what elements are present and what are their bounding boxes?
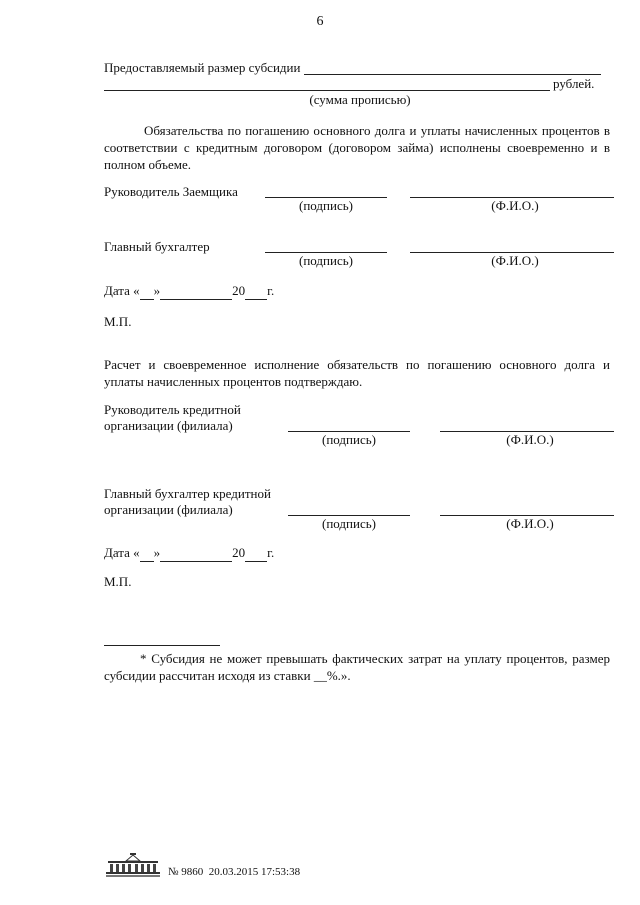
borrower-head-label: Руководитель Заемщика xyxy=(104,184,238,199)
subsidy-words-line xyxy=(104,90,550,91)
date-suffix: г. xyxy=(267,283,275,298)
borrower-accountant-name-caption: (Ф.И.О.) xyxy=(491,253,539,268)
date-day-blank xyxy=(140,545,154,562)
bank-date xyxy=(104,545,274,562)
bank-accountant-label-line1: Главный бухгалтер кредитной xyxy=(104,486,271,501)
date-suffix: г. xyxy=(267,545,275,560)
date-month-blank xyxy=(160,545,232,562)
borrower-accountant-label: Главный бухгалтер xyxy=(104,239,210,254)
confirmation-paragraph: Расчет и своевременное исполнение обязательств по погашению основного долга и уплаты начисленных процентов подтверждаю. xyxy=(104,357,610,389)
date-year: 20 xyxy=(232,283,246,298)
footnote: * Субсидия не может превышать фактических затрат на уплату процентов, размер субсидии рассчитан исходя из ставки __%.». xyxy=(104,651,610,683)
date-day-blank xyxy=(140,283,154,300)
borrower-date xyxy=(104,283,274,300)
borrower-stamp: М.П. xyxy=(104,314,132,329)
bank-accountant-label-line2: организации (филиала) xyxy=(104,502,233,517)
date-prefix: Дата « xyxy=(104,283,140,298)
date-year-blank xyxy=(245,283,267,300)
date-mid: » xyxy=(153,545,161,560)
bank-accountant-name-caption: (Ф.И.О.) xyxy=(506,516,554,531)
bank-head-label-line1: Руководитель кредитной xyxy=(104,402,241,417)
subsidy-currency: рублей. xyxy=(553,76,595,91)
footnote-separator xyxy=(104,645,220,646)
borrower-head-name-caption: (Ф.И.О.) xyxy=(491,198,539,213)
footer-timestamp: 20.03.2015 17:53:38 xyxy=(208,866,301,878)
bank-head-name-caption: (Ф.И.О.) xyxy=(506,432,554,447)
subsidy-label: Предоставляемый размер субсидии xyxy=(104,60,301,75)
obligations-paragraph: Обязательства по погашению основного долга и уплаты начисленных процентов в соответствии с кредитным договором (договором займа) исполнены своевременно и в полном объеме. xyxy=(104,123,610,172)
page-number: 6 xyxy=(316,14,324,29)
date-year-blank xyxy=(245,545,267,562)
borrower-head-signature-caption: (подпись) xyxy=(299,198,353,213)
subsidy-caption: (сумма прописью) xyxy=(309,92,411,107)
date-prefix: Дата « xyxy=(104,545,140,560)
registry-building-icon xyxy=(104,852,162,878)
footer-doc-number: № 9860 xyxy=(168,866,204,878)
date-month-blank xyxy=(160,283,232,300)
footer-registration xyxy=(168,866,300,878)
bank-accountant-signature-caption: (подпись) xyxy=(322,516,376,531)
subsidy-amount-line xyxy=(304,74,601,75)
date-mid: » xyxy=(153,283,161,298)
bank-head-label-line2: организации (филиала) xyxy=(104,418,233,433)
bank-head-signature-caption: (подпись) xyxy=(322,432,376,447)
bank-stamp: М.П. xyxy=(104,574,132,589)
date-year: 20 xyxy=(232,545,246,560)
borrower-accountant-signature-caption: (подпись) xyxy=(299,253,353,268)
